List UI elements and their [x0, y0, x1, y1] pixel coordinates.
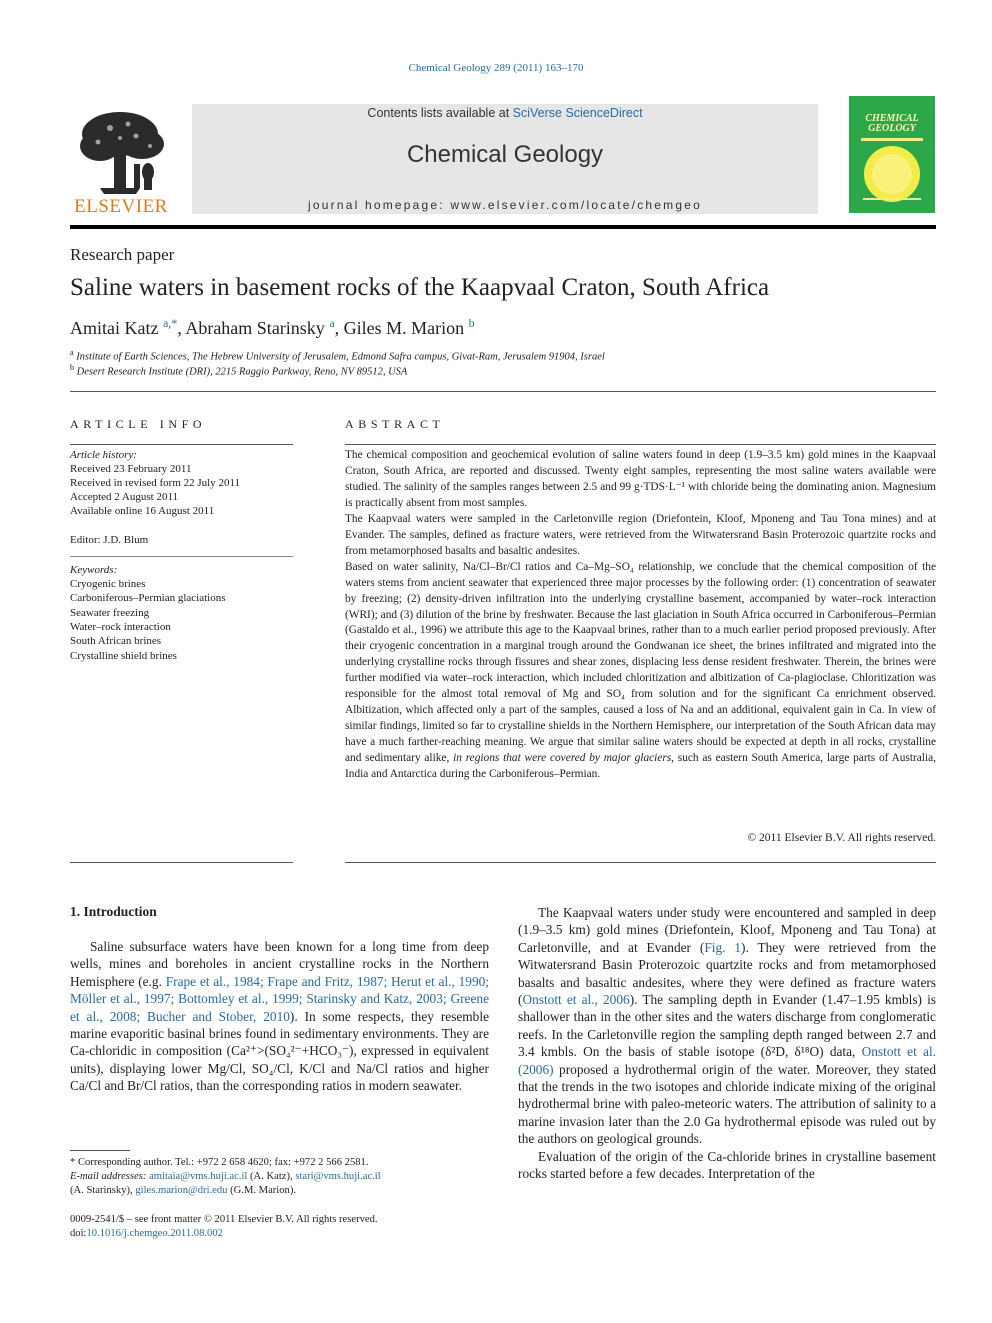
affiliation-text: Institute of Earth Sciences, The Hebrew University of Jerusalem, Edmond Safra campus, Givat-Ram, Jerusalem 91904, Israel [76, 351, 605, 363]
section-rule [70, 862, 293, 863]
body-paragraph [518, 904, 936, 1148]
article-type: Research paper [70, 245, 175, 264]
doi-link[interactable]: 10.1016/j.chemgeo.2011.08.002 [86, 1228, 223, 1239]
author-affiliation-mark[interactable]: a,* [162, 316, 178, 330]
keywords-label: Keywords: [70, 564, 118, 576]
body-paragraph [70, 938, 489, 1095]
body-paragraph: Evaluation of the origin of the Ca-chloride brines in crystalline basement rocks started before a few decades. Interpretation of the [518, 1148, 936, 1182]
reference-link[interactable]: Onstott et al., 2006 [522, 992, 630, 1008]
abstract-body [345, 448, 936, 783]
keyword: Carboniferous–Permian glaciations [70, 592, 226, 604]
left-body-column [70, 938, 489, 1095]
journal-homepage[interactable]: journal homepage: www.elsevier.com/locate/chemgeo [308, 198, 702, 212]
body-text: ). In some respects, they resemble marine evaporitic basinal brines found in sedimentary environments. They are Ca-chloridic in composition (Ca²⁺>(SO₄²⁻+HCO₃⁻), expressed in equivalent units), displaying lower Mg/Cl, SO₄/Cl, K/Cl and Na/Cl ratios and higher Ca/Cl and Br/Cl ratios, than the corresponding ratios in modern seawater. [70, 1008, 489, 1094]
email-link[interactable]: stari@vms.huji.ac.il [295, 1171, 381, 1182]
author-name[interactable]: Abraham Starinsky [185, 318, 325, 338]
doi-label: doi: [70, 1228, 87, 1239]
email-note [70, 1171, 381, 1182]
affiliation-a [70, 348, 605, 363]
email-owner: (A. Katz), [247, 1171, 296, 1182]
issn-copyright: 0009-2541/$ – see front matter © 2011 Elsevier B.V. All rights reserved. [70, 1214, 378, 1225]
cover-title-line-1: CHEMICAL [865, 113, 919, 124]
abstract-copyright: © 2011 Elsevier B.V. All rights reserved. [747, 832, 936, 844]
right-body-column [518, 904, 936, 1183]
contents-prefix: Contents lists available at [367, 106, 513, 120]
reference-link[interactable]: Onstott et al. (2006) [518, 1044, 936, 1077]
section-heading-introduction: 1. Introduction [70, 904, 157, 919]
abstract-text: , such as eastern South America, large parts of Australia, India and Antarctica during the Carboniferous–Permian. [345, 752, 936, 781]
author-affiliation-mark[interactable]: a [329, 316, 335, 330]
keyword: Cryogenic brines [70, 578, 146, 590]
email-note-continued [70, 1185, 296, 1196]
doi [70, 1228, 223, 1239]
article-title: Saline waters in basement rocks of the Kaapvaal Craton, South Africa [70, 274, 770, 301]
online-date: Available online 16 August 2011 [70, 505, 215, 517]
section-rule [345, 862, 936, 863]
journal-cover-thumbnail[interactable] [849, 96, 935, 213]
affiliation-b [70, 363, 407, 378]
email-owner: (G.M. Marion). [227, 1185, 297, 1196]
contents-line [192, 106, 818, 120]
reference-links[interactable]: Frape et al., 1984; Frape and Fritz, 1987; Herut et al., 1990; Möller et al., 1997; Bottomley et al., 1999; Starinsky and Katz, 2003; Greene et al., 2008; Bucher and Stober, 2010 [70, 973, 489, 1024]
abstract-rule [345, 444, 936, 445]
keyword: Seawater freezing [70, 607, 150, 619]
journal-title[interactable]: Chemical Geology [406, 141, 604, 168]
affiliation-mark: a [70, 348, 74, 357]
body-text: proposed a hydrothermal origin of the water. Moreover, they stated that the trends in the two isotopes and chloride indicate mixing of the original hydrothermal brine with paleo-meteoric waters. The attribution of salinity to a marine invasion later than the 2.0 Ga hydrothermal episode was ruled out by the authors on geological grounds. [518, 1061, 936, 1147]
sciencedirect-link[interactable]: SciVerse ScienceDirect [512, 106, 643, 120]
author-name[interactable]: Giles M. Marion [343, 318, 465, 338]
body-text: ). They were retrieved from the Witwatersrand Basin Proterozoic quartzite rocks and from metamorphosed basalts and basaltic andesites, where they were defined as fracture waters ( [518, 939, 937, 1008]
body-text: ). The sampling depth in Evander (1.47–1.95 kmbls) is shallower than in the other sites and the waters discharge from conglomeratic reefs. In the Carletonville region the sampling depth ranged between 2.7 and 3.4 kmbls. On the basis of stable isotope (δ²D, δ¹⁸O) data, [518, 992, 936, 1060]
abstract-text: Based on water salinity, Na/Cl–Br/Cl ratios and Ca–Mg–SO₄ relationship, we conclude that the chemical composition of the waters stems from ancient seawater that experienced three major processes by the following order: (1) concentration of seawater by freezing; (2) density-driven infiltration into the underlying crystalline basement, accompanied by water–rock interaction (WRI); and (3) dilution of the brine by freshwater. Because the last glaciation in South Africa occurred in Carboniferous–Permian (Gastaldo et al., 1996) we attribute this age to the Kaapvaal brines, rather than to a much earlier period proposed previously. After their cryogenic concentration in a marginal trough around the Gondwanan ice sheet, the brines infiltrated and migrated into the underlying crystalline rocks through fissures and shear zones, displacing less dense resident freshwater. Therein, the brines were further modified via water–rock interaction, which included chloritization and albitization of Ca-plagioclase. Chloritization was responsible for the almost total removal of Mg and SO₄ from solution and for the significant Ca enrichment observed. Albitization, which affected only a part of the samples, caused a loss of Na and an additional, equivalent gain in Ca. In view of similar findings, limited so far to crystalline shields in the Northern Hemisphere, our interpretation of the South African data may have a much farther-reaching meaning. We argue that similar saline waters should be expected at depth in all rocks, crystalline and sedimentary alike, [345, 560, 936, 765]
article-info-heading: ARTICLE INFO [70, 417, 207, 431]
corresponding-author-note: * Corresponding author. Tel.: +972 2 658 4620; fax: +972 2 566 2581. [70, 1157, 369, 1168]
abstract-heading: ABSTRACT [345, 417, 445, 431]
email-label: E-mail addresses: [70, 1171, 147, 1182]
email-owner: (A. Starinsky), [70, 1185, 136, 1196]
header-rule [70, 225, 936, 229]
footnote-rule [70, 1150, 130, 1151]
cover-artwork [849, 96, 935, 213]
revised-date: Received in revised form 22 July 2011 [70, 477, 241, 489]
elsevier-wordmark[interactable]: ELSEVIER [74, 196, 168, 217]
affiliation-mark: b [70, 363, 74, 372]
author-affiliation-mark[interactable]: b [468, 316, 475, 330]
abstract-paragraph: The Kaapvaal waters were sampled in the Carletonville region (Driefontein, Kloof, Mponeng and Tau Tona mines) and at Evander. The samples, defined as fracture waters, were retrieved from the Witwatersrand Basin Proterozoic quartzite rocks and from metamorphosed basalts and basaltic andesites. [345, 512, 936, 557]
body-text: The Kaapvaal waters under study were encountered and sampled in deep (1.9–3.5 km) gold mines (Driefontein, Kloof, Mponeng and Tau Tona) at Carletonville, and at Evander ( [518, 905, 936, 955]
keyword: Water–rock interaction [70, 621, 171, 633]
article-info-rule [70, 444, 293, 445]
received-date: Received 23 February 2011 [70, 463, 192, 475]
affiliation-text: Desert Research Institute (DRI), 2215 Raggio Parkway, Reno, NV 89512, USA [76, 366, 408, 378]
abstract-emphasis: in regions that were covered by major glaciers [453, 752, 672, 765]
author-list: Amitai Katz $^{a,*}$, Abraham Starinsky $^a$, Giles M. Marion $^b$ [70, 316, 475, 338]
accepted-date: Accepted 2 August 2011 [70, 491, 179, 503]
abstract-paragraph [345, 560, 936, 783]
figure-reference-link[interactable]: Fig. 1 [704, 939, 742, 955]
email-link[interactable]: giles.marion@dri.edu [135, 1185, 228, 1196]
body-text: Saline subsurface waters have been known for a long time from deep wells, mines and boreholes in ancient crystalline rocks in the Northern Hemisphere (e.g. [70, 939, 489, 989]
keyword: South African brines [70, 635, 162, 647]
article-history-label: Article history: [70, 449, 137, 461]
author-name[interactable]: Amitai Katz [70, 318, 159, 338]
abstract-paragraph: The chemical composition and geochemical evolution of saline waters found in deep (1.9–3.5 km) gold mines in the Kaapvaal Craton, South Africa, are reported and discussed. Twenty eight samples, representing the most saline waters available were studied. The salinity of the samples ranges between 2.5 and 99 g·TDS·L⁻¹ with chloride being the dominating anion. Magnesium is practically absent from most samples. [345, 449, 936, 509]
editor: Editor: J.D. Blum [70, 534, 149, 546]
cover-title-line-2: GEOLOGY [868, 123, 916, 134]
section-rule [70, 391, 936, 392]
email-link[interactable]: amitaia@vms.huji.ac.il [149, 1171, 248, 1182]
keyword: Crystalline shield brines [70, 650, 177, 662]
keywords-rule [70, 556, 293, 557]
journal-citation[interactable]: Chemical Geology 289 (2011) 163–170 [408, 62, 584, 74]
